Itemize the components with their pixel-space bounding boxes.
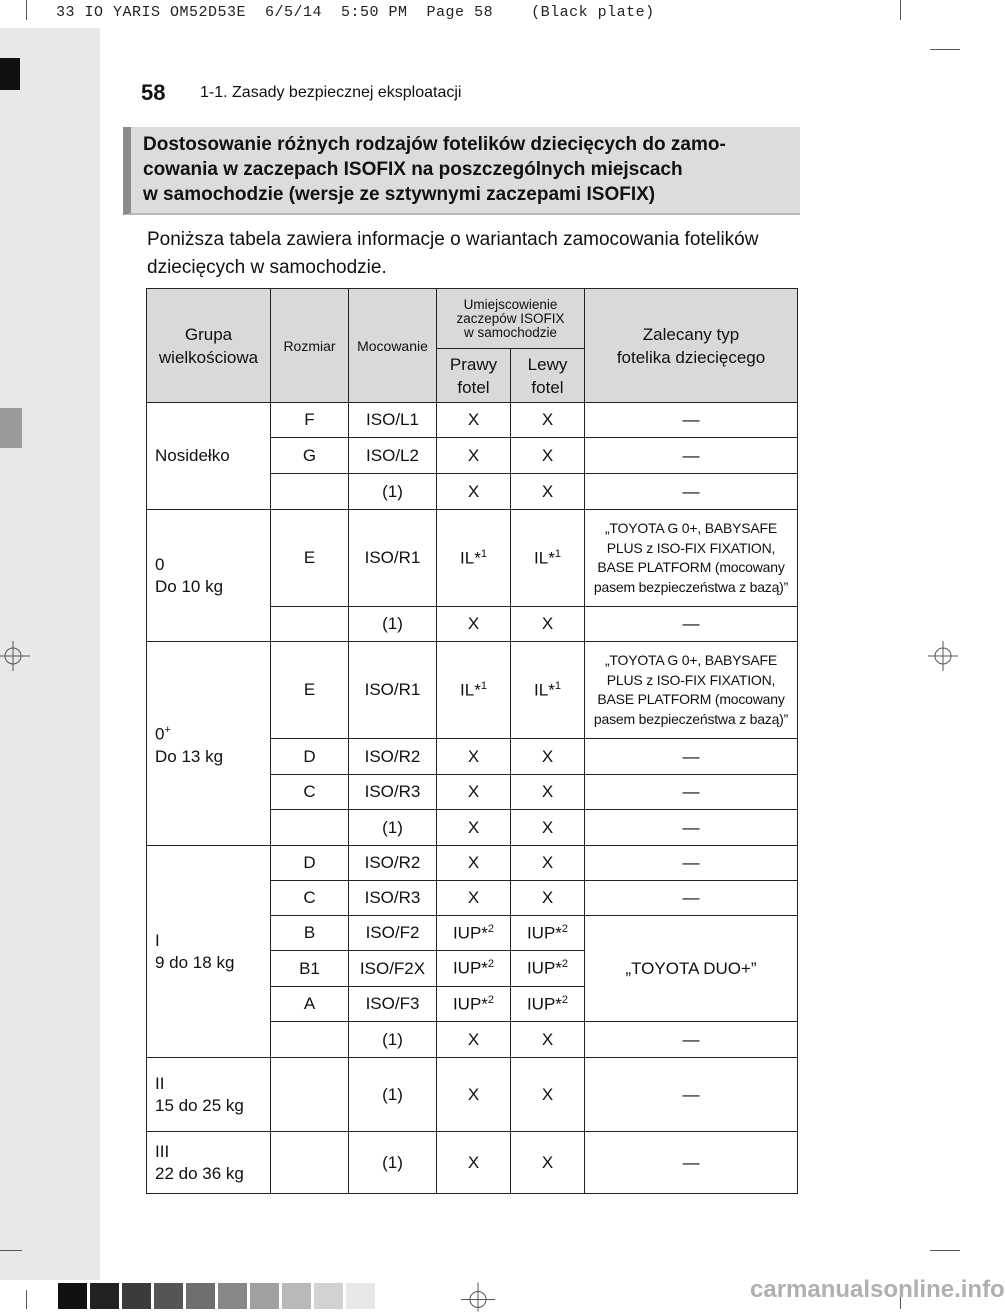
crop-mark [26,1290,27,1309]
recommended-cell: — [585,881,798,916]
right-seat-cell: X [437,881,511,916]
color-swatch [90,1283,119,1309]
left-seat-cell: X [511,1132,585,1194]
heading-line: w samochodzie (wersje ze sztywnymi zaczepami ISOFIX) [143,184,656,205]
table-row [147,1132,798,1194]
group-cell: 0+ Do 13 kg [147,642,271,846]
header-right-seat: Prawy fotel [437,349,511,403]
left-seat-cell: IUP*$^2$ [511,987,585,1022]
color-swatch [58,1283,87,1309]
table-row [147,403,798,438]
left-seat-cell: IUP*$^2$ [511,951,585,987]
size-cell: E [271,642,349,739]
crop-mark [930,49,960,50]
right-seat-cell: X [437,438,511,474]
right-seat-cell: X [437,846,511,881]
right-seat-cell: X [437,1058,511,1132]
crop-mark [0,1250,22,1251]
mount-cell: ISO/R1 [349,642,437,739]
mount-cell: ISO/R1 [349,510,437,607]
recommended-cell: — [585,846,798,881]
group-cell: III 22 do 36 kg [147,1132,271,1194]
size-cell: A [271,987,349,1022]
group-cell: Nosidełko [147,403,271,510]
mount-cell: ISO/R2 [349,739,437,775]
recommended-cell: — [585,1022,798,1058]
right-seat-cell: X [437,403,511,438]
color-swatch [282,1283,311,1309]
mount-cell: ISO/L2 [349,438,437,474]
size-cell [271,1058,349,1132]
mount-cell: ISO/F2 [349,916,437,951]
right-seat-cell: X [437,810,511,846]
color-swatch [218,1283,247,1309]
heading-line: Dostosowanie różnych rodzajów fotelików dziecięcych do zamo- [143,134,726,155]
color-swatch [154,1283,183,1309]
size-cell [271,607,349,642]
isofix-compatibility-table [146,288,798,1194]
size-cell: B1 [271,951,349,987]
intro-line: Poniższa tabela zawiera informacje o wariantach zamocowania fotelików [147,229,759,250]
intro-line: dziecięcych w samochodzie. [147,257,387,278]
left-seat-cell: X [511,438,585,474]
size-cell: E [271,510,349,607]
color-swatch [314,1283,343,1309]
recommended-cell: — [585,607,798,642]
left-seat-cell: X [511,739,585,775]
intro-paragraph [147,226,807,282]
table-row [147,642,798,739]
header-size: Rozmiar [271,289,349,403]
mount-cell: ISO/L1 [349,403,437,438]
right-seat-cell: IL*$^1$ [437,642,511,739]
watermark: carmanualsonline.info [750,1276,1005,1303]
size-cell: G [271,438,349,474]
header-mounting: Mocowanie [349,289,437,403]
group-cell: II 15 do 25 kg [147,1058,271,1132]
size-cell: F [271,403,349,438]
left-seat-cell: X [511,403,585,438]
mount-cell: (1) [349,1022,437,1058]
size-cell: B [271,916,349,951]
color-swatch [186,1283,215,1309]
recommended-cell: — [585,810,798,846]
right-seat-cell: X [437,474,511,510]
recommended-cell: — [585,403,798,438]
table-row [147,846,798,881]
left-seat-cell: X [511,474,585,510]
left-seat-cell: X [511,1058,585,1132]
section-title: 1-1. Zasady bezpiecznej eksploatacji [200,84,462,101]
left-seat-cell: X [511,846,585,881]
size-cell: C [271,881,349,916]
right-seat-cell: X [437,775,511,810]
mount-cell: ISO/R3 [349,881,437,916]
mount-cell: (1) [349,1058,437,1132]
mount-cell: ISO/F3 [349,987,437,1022]
registration-mark-icon [924,639,958,673]
right-seat-cell: IUP*$^2$ [437,951,511,987]
left-seat-cell: IL*$^1$ [511,510,585,607]
mount-cell: ISO/R3 [349,775,437,810]
mount-cell: ISO/R2 [349,846,437,881]
size-cell [271,1022,349,1058]
right-seat-cell: IL*$^1$ [437,510,511,607]
size-cell [271,474,349,510]
mount-cell: (1) [349,810,437,846]
group-cell: I 9 do 18 kg [147,846,271,1058]
table-row [147,510,798,607]
crop-mark [26,0,27,20]
header-recommended: Zalecany typ fotelika dziecięcego [585,289,798,403]
recommended-cell: — [585,1132,798,1194]
registration-mark-icon [0,639,34,673]
recommended-cell: — [585,1058,798,1132]
registration-mark-icon [461,1280,495,1314]
left-seat-cell: X [511,1022,585,1058]
size-cell: C [271,775,349,810]
right-seat-cell: X [437,1022,511,1058]
recommended-cell: — [585,474,798,510]
thumb-tab-gray [0,408,22,448]
crop-mark [900,0,901,20]
mount-cell: (1) [349,474,437,510]
left-seat-cell: X [511,775,585,810]
page-number: 58 [141,80,166,105]
mount-cell: ISO/F2X [349,951,437,987]
right-seat-cell: IUP*$^2$ [437,987,511,1022]
left-seat-cell: X [511,881,585,916]
right-seat-cell: X [437,1132,511,1194]
recommended-cell: „TOYOTA G 0+, BABYSAFE PLUS z ISO-FIX FIXATION, BASE PLATFORM (mocowany pasem bezpieczeństwa z bazą)” [585,510,798,607]
color-swatch [346,1283,375,1309]
recommended-cell: — [585,775,798,810]
color-swatch [250,1283,279,1309]
size-cell: D [271,846,349,881]
left-seat-cell: IL*$^1$ [511,642,585,739]
group-cell: 0 Do 10 kg [147,510,271,642]
recommended-cell: — [585,438,798,474]
recommended-cell: „TOYOTA G 0+, BABYSAFE PLUS z ISO-FIX FIXATION, BASE PLATFORM (mocowany pasem bezpieczeństwa z bazą)” [585,642,798,739]
mount-cell: (1) [349,607,437,642]
size-cell [271,810,349,846]
left-seat-cell: IUP*$^2$ [511,916,585,951]
size-cell: D [271,739,349,775]
heading-line: cowania w zaczepach ISOFIX na poszczególnych miejscach [143,159,683,180]
crop-mark [930,1250,960,1251]
mount-cell: (1) [349,1132,437,1194]
header-group: Grupa wielkościowa [147,289,271,403]
right-seat-cell: X [437,739,511,775]
print-slug: 33 IO YARIS OM52D53E 6/5/14 5:50 PM Page 58 (Black plate) [56,4,655,21]
section-heading [123,127,800,215]
left-seat-cell: X [511,810,585,846]
color-swatch [122,1283,151,1309]
thumb-tab-black [0,58,20,90]
size-cell [271,1132,349,1194]
recommended-cell: „TOYOTA DUO+” [585,916,798,1022]
recommended-cell: — [585,739,798,775]
left-seat-cell: X [511,607,585,642]
table-row [147,1058,798,1132]
header-left-seat: Lewy fotel [511,349,585,403]
header-location: Umiejscowienie zaczepów ISOFIX w samochodzie [437,289,585,349]
right-seat-cell: IUP*$^2$ [437,916,511,951]
right-seat-cell: X [437,607,511,642]
